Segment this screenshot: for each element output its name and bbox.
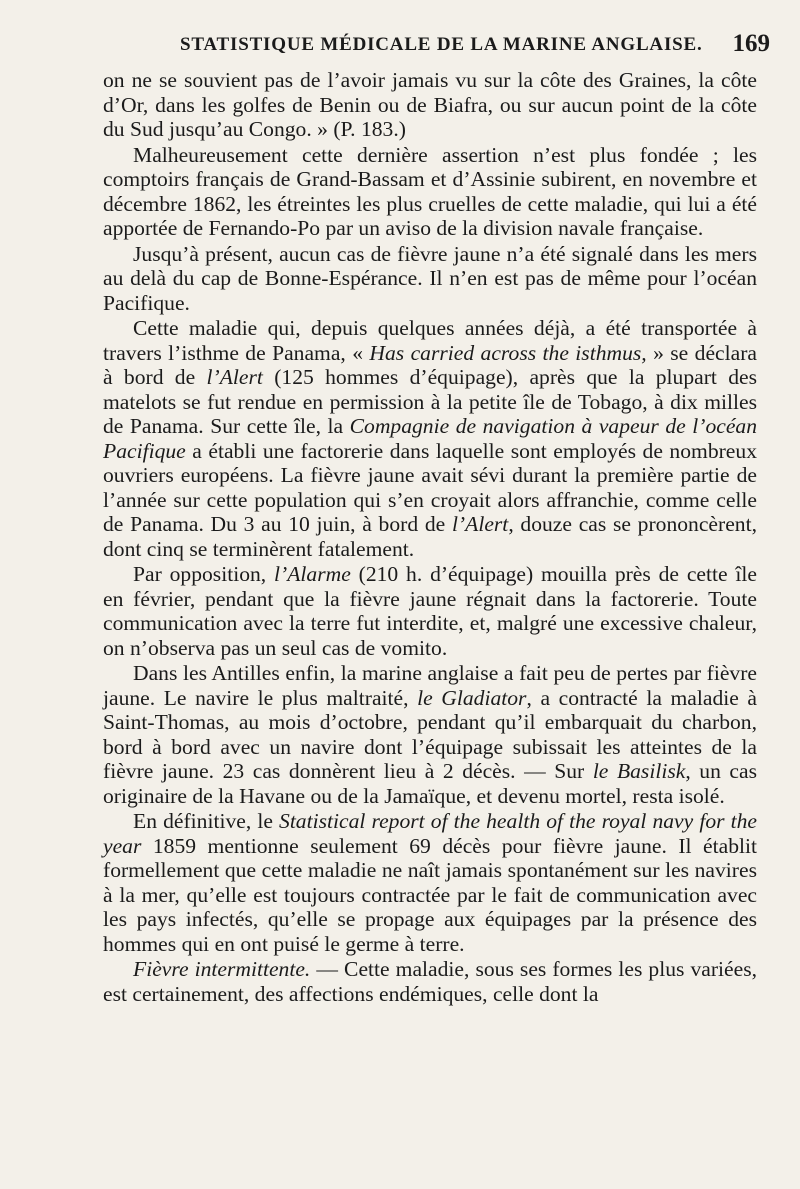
- text-run: on ne se souvient pas de l’avoir jamais vu sur la côte des Graines, la côte d’Or, dans les golfes de Benin ou de Biafra, ou sur aucun point de la côte du Sud jusqu’au Congo. » (P. 183.): [103, 68, 757, 141]
- text-run: 1859 mentionne seulement 69 décès pour fièvre jaune. Il établit formellement que cette maladie ne naît jamais spontanément sur les navires à la mer, qu’elle est toujours contractée par le fait de communication avec les pays infectés, qu’elle se propage aux équipages par la présence des hommes qui en ont puisé le germe à terre.: [103, 833, 757, 956]
- text-run: » se déclara à bord de: [103, 340, 757, 389]
- paragraph: [103, 316, 757, 561]
- page-number: 169: [732, 30, 770, 57]
- page-header: [180, 30, 770, 66]
- paragraph: [103, 68, 757, 142]
- text-run: Dans les Antilles enfin, la marine anglaise a fait peu de pertes par fièvre jaune. Le navire le plus maltraité,: [103, 661, 757, 710]
- text-run: (125 hommes d’équipage), après que la plupart des matelots se fut rendue en permission à la petite île de Tobago, à dix milles de Panama. Sur cette île, la: [103, 365, 757, 438]
- text-run: (210 h. d’équipage) mouilla près de cette île en février, pendant que la fièvre jaune régnait dans la factorerie. Toute communication avec la terre fut interdite, et, malgré une excessive chaleur, on n’observa pas un seul cas de vomito.: [103, 562, 757, 660]
- paragraph: [103, 562, 757, 660]
- paragraph: [103, 242, 757, 316]
- italic-text: l’Alert: [206, 365, 263, 389]
- text-run: , douze cas se prononcèrent, dont cinq se terminèrent fatalement.: [103, 512, 757, 561]
- text-run: Par opposition,: [133, 562, 275, 586]
- italic-text: Has carried across the isthmus,: [369, 340, 647, 365]
- text-run: En définitive, le: [133, 809, 280, 833]
- body-text: [103, 68, 757, 1006]
- italic-text: l’Alert: [451, 512, 509, 536]
- paragraph: [103, 143, 757, 241]
- text-run: Cette maladie qui, depuis quelques années déjà, a été transportée à travers l’isthme de Panama, «: [103, 316, 757, 365]
- italic-text: Fièvre intermittente.: [133, 957, 311, 981]
- text-run: , un cas originaire de la Havane ou de la Jamaïque, et devenu mortel, resta isolé.: [103, 759, 757, 808]
- text-run: — Cette maladie, sous ses formes les plus variées, est certainement, des affections endémiques, celle dont la: [103, 957, 757, 1006]
- text-run: a établi une factorerie dans laquelle sont employés de nombreux ouvriers européens. La fièvre jaune avait sévi durant la première partie de l’année sur cette population qui s’en croyait alors affranchie, comme celle de Panama. Du 3 au 10 juin, à bord de: [103, 438, 757, 536]
- italic-text: l’Alarme: [274, 562, 351, 586]
- italic-text: le Gladiator: [417, 685, 527, 710]
- text-run: Jusqu’à présent, aucun cas de fièvre jaune n’a été signalé dans les mers au delà du cap de Bonne-Espérance. Il n’en est pas de même pour l’océan Pacifique.: [103, 241, 757, 315]
- paragraph: [103, 809, 757, 956]
- italic-text: Statistical report of the health of the royal navy for the year: [103, 809, 757, 858]
- paragraph: [103, 661, 757, 808]
- running-title: STATISTIQUE MÉDICALE DE LA MARINE ANGLAISE.: [180, 34, 703, 55]
- italic-text: le Basilisk: [592, 759, 686, 783]
- paragraph: [103, 957, 757, 1006]
- text-run: Malheureusement cette dernière assertion n’est plus fondée ; les comptoirs français de Grand-Bassam et d’Assinie subirent, en novembre et décembre 1862, les étreintes les plus cruelles de cette maladie, qui lui a été apportée de Fernando-Po par un aviso de la division navale française.: [103, 142, 757, 240]
- italic-text: Compagnie de navigation à vapeur de l’océan Pacifique: [103, 414, 757, 463]
- text-run: , a contracté la maladie à Saint-Thomas, au mois d’octobre, pendant qu’il embarquait du charbon, bord à bord avec un navire dont l’équipage subissait les atteintes de la fièvre jaune. 23 cas donnèrent lieu à 2 décès. — Sur: [103, 685, 758, 783]
